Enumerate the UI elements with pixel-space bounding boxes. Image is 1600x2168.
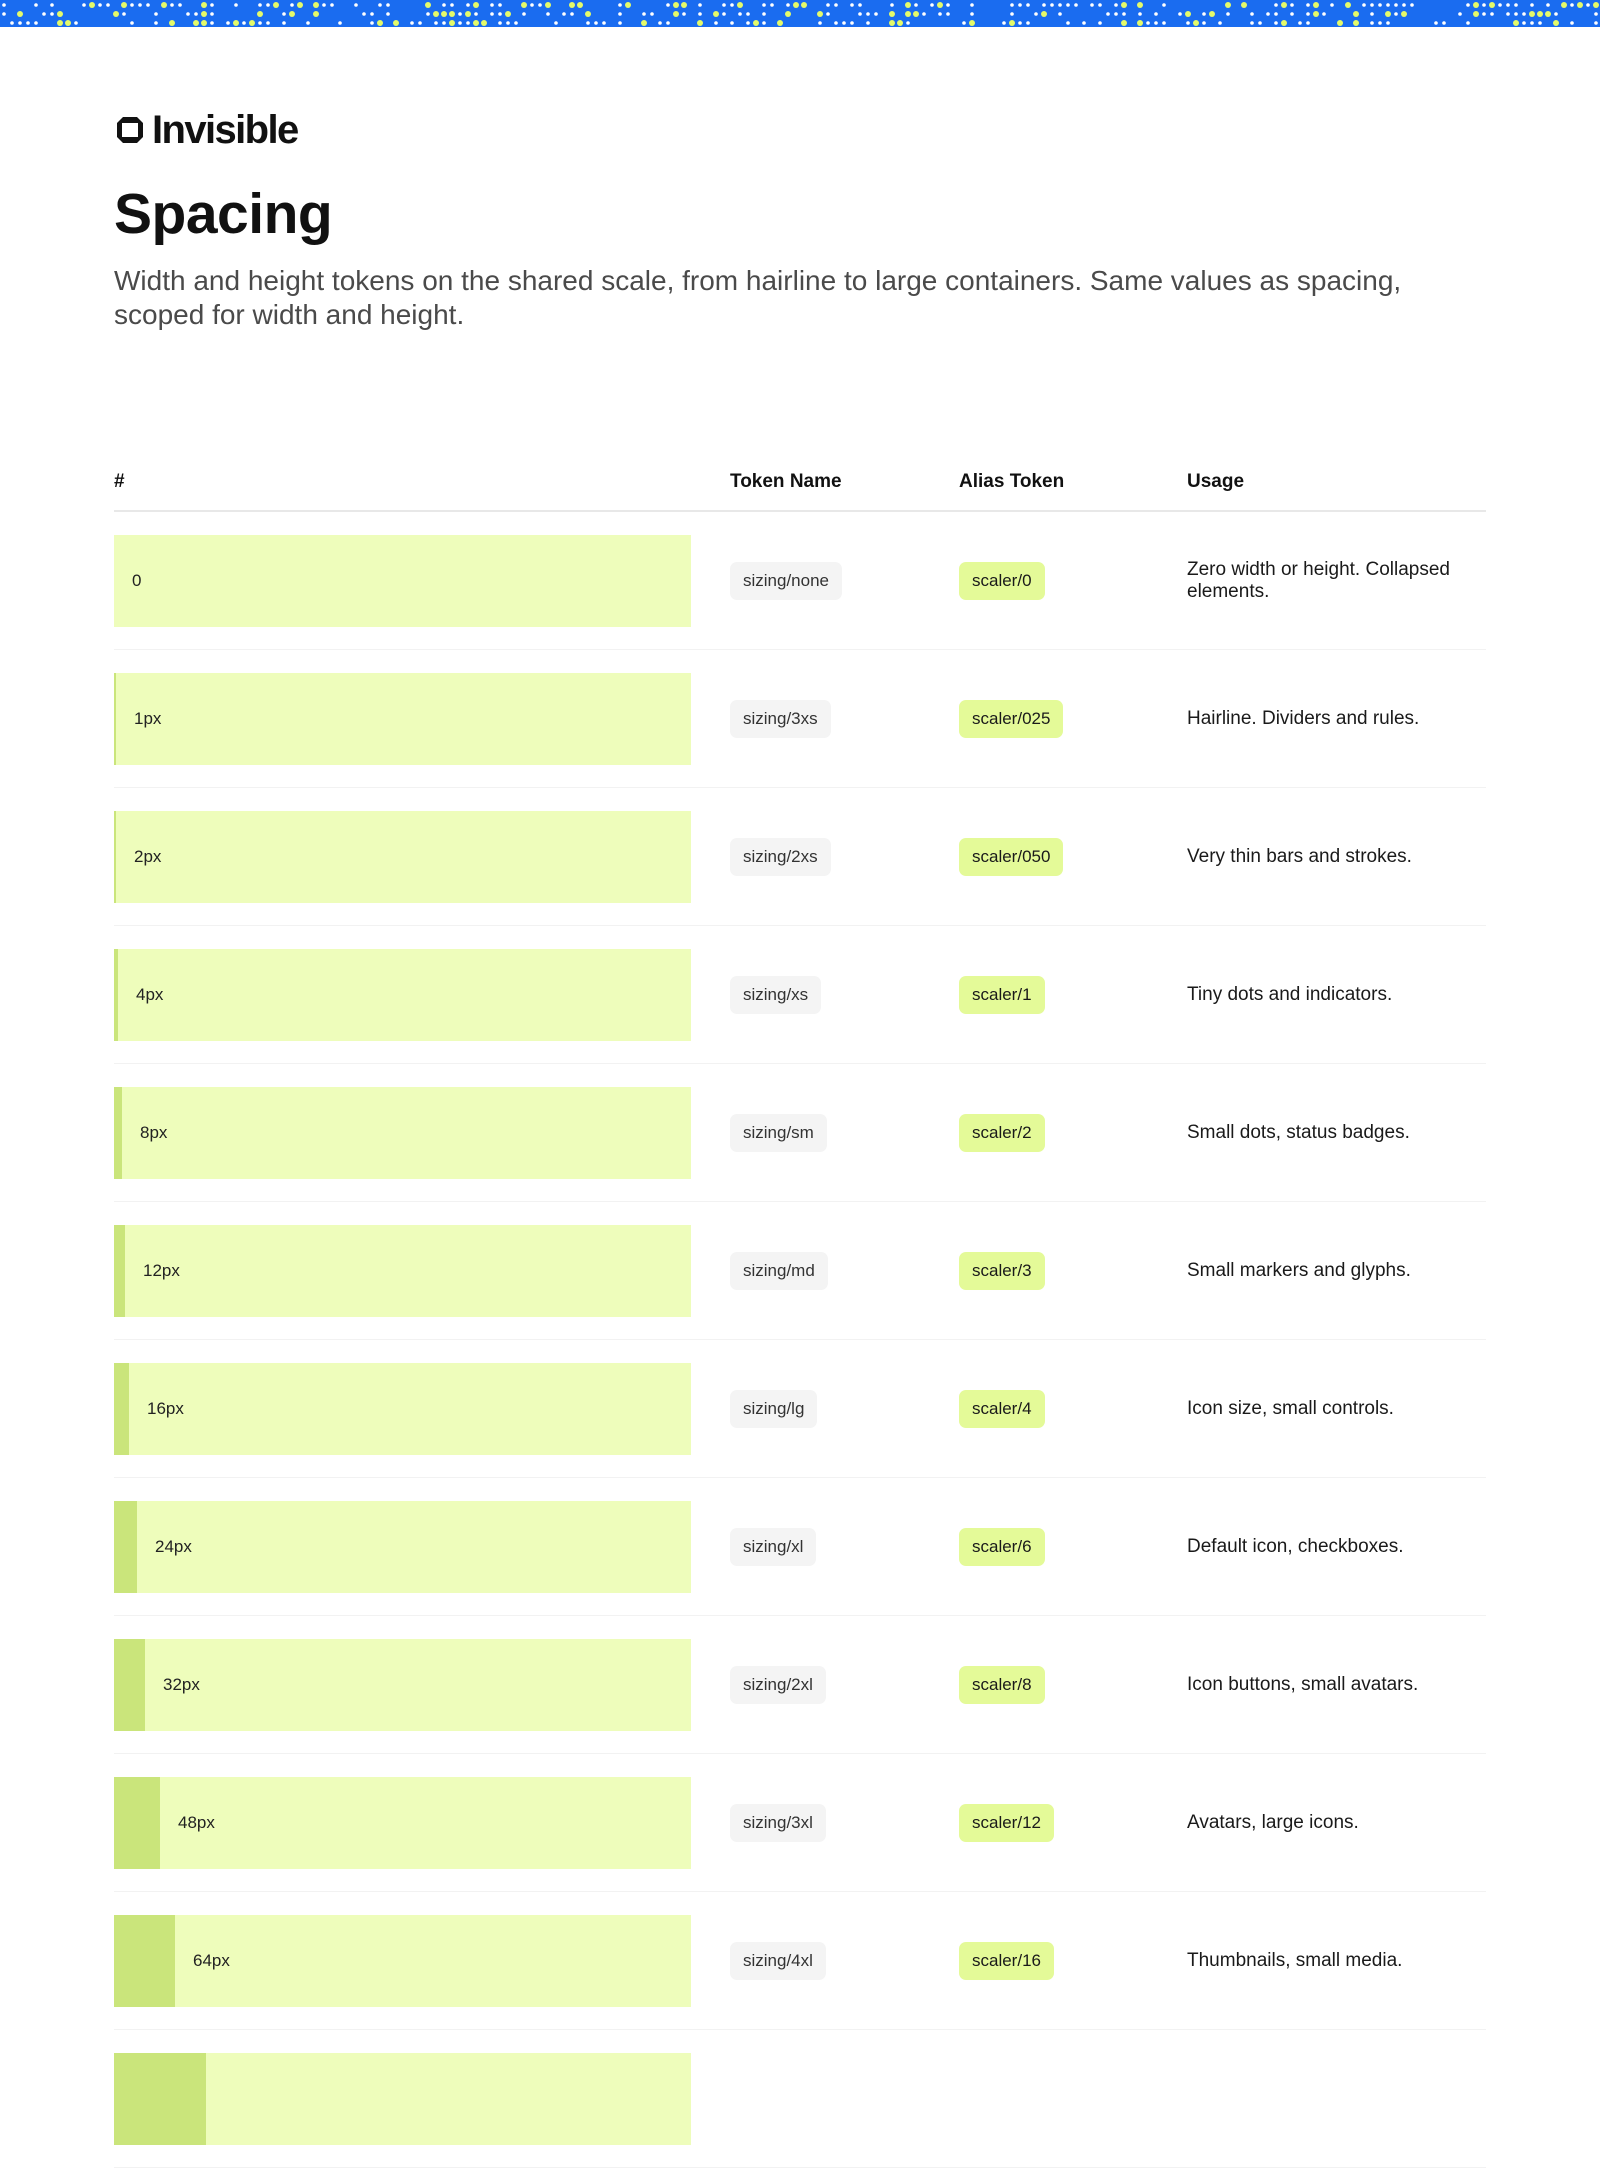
table-row [114,788,1486,926]
alias-token-cell [959,1114,1187,1152]
token-name-cell [730,1252,959,1290]
token-name-chip: sizing/md [730,1252,828,1290]
token-name-cell [730,1942,959,1980]
usage-text: Small dots, status badges. [1187,1121,1410,1143]
usage-text: Small markers and glyphs. [1187,1259,1411,1281]
size-swatch-fill [114,1087,122,1179]
table-row [114,1064,1486,1202]
usage-cell [1187,1950,1487,1972]
usage-cell [1187,1122,1487,1144]
size-value-label: 64px [193,1950,230,1970]
table-row [114,1892,1486,2030]
size-swatch-fill [114,1777,160,1869]
table-row [114,2030,1486,2168]
token-name-chip: sizing/lg [730,1390,817,1428]
usage-text: Avatars, large icons. [1187,1811,1359,1833]
usage-cell [1187,1812,1487,1834]
header-token-name: Token Name [730,471,842,492]
usage-text: Hairline. Dividers and rules. [1187,707,1420,729]
usage-text: Icon buttons, small avatars. [1187,1673,1419,1695]
token-name-chip: sizing/none [730,562,842,600]
token-name-cell [730,976,959,1014]
header-number: # [114,471,125,492]
swatch-cell [114,949,730,1041]
swatch-cell [114,1363,730,1455]
table-body [114,512,1486,2168]
swatch-cell [114,1915,730,2007]
swatch-cell [114,673,730,765]
size-swatch-fill [114,1363,129,1455]
size-value-label: 2px [134,846,162,866]
swatch-cell [114,2053,730,2145]
swatch-cell [114,1501,730,1593]
usage-cell [1187,708,1487,730]
swatch-cell [114,1225,730,1317]
alias-token-chip: scaler/16 [959,1942,1054,1980]
swatch-cell [114,1777,730,1869]
usage-text: Thumbnails, small media. [1187,1949,1403,1971]
dot-pattern-graphic [0,0,1600,27]
alias-token-chip: scaler/0 [959,562,1045,600]
size-swatch-fill [114,1915,175,2007]
swatch-cell [114,1087,730,1179]
alias-token-chip: scaler/6 [959,1528,1045,1566]
header-alias-token: Alias Token [959,471,1065,492]
alias-token-cell [959,1666,1187,1704]
size-swatch [114,1501,691,1593]
size-value-label: 24px [155,1536,192,1556]
size-swatch [114,1363,691,1455]
size-swatch [114,2053,691,2145]
size-swatch-fill [114,1501,137,1593]
size-value-label: 8px [140,1122,168,1142]
token-name-chip: sizing/2xl [730,1666,826,1704]
size-swatch [114,1639,691,1731]
page-subtitle: Width and height tokens on the shared scale, from hairline to large containers. Same values as spacing, scoped for width and height. [114,264,1402,330]
size-swatch-fill [114,811,116,903]
table-row [114,1340,1486,1478]
page-header [114,105,1486,332]
table-row [114,1202,1486,1340]
swatch-cell [114,535,730,627]
alias-token-cell [959,838,1187,876]
token-name-chip: sizing/2xs [730,838,831,876]
size-value-label: 12px [143,1260,180,1280]
brand-name: Invisible [152,108,298,152]
token-name-chip: sizing/3xl [730,1804,826,1842]
usage-text: Zero width or height. Collapsed elements. [1187,558,1450,602]
token-name-cell [730,1804,959,1842]
alias-token-cell [959,976,1187,1014]
size-value-label: 32px [163,1674,200,1694]
size-value-label: 1px [134,708,162,728]
alias-token-chip: scaler/025 [959,700,1063,738]
size-swatch-fill [114,1225,125,1317]
token-name-cell [730,562,959,600]
size-swatch [114,949,691,1041]
token-name-cell [730,838,959,876]
alias-token-chip: scaler/4 [959,1390,1045,1428]
token-name-cell [730,1390,959,1428]
alias-token-cell [959,1390,1187,1428]
size-value-label: 4px [136,984,164,1004]
table-row [114,512,1486,650]
alias-token-chip: scaler/3 [959,1252,1045,1290]
alias-token-cell [959,1804,1187,1842]
top-pattern-banner [0,0,1600,27]
token-name-chip: sizing/xs [730,976,821,1014]
sizing-token-table [114,454,1486,2168]
header-usage: Usage [1187,471,1245,492]
swatch-cell [114,811,730,903]
token-name-cell [730,700,959,738]
token-name-chip: sizing/4xl [730,1942,826,1980]
alias-token-chip: scaler/2 [959,1114,1045,1152]
size-swatch [114,535,691,627]
usage-text: Very thin bars and strokes. [1187,845,1412,867]
alias-token-cell [959,1528,1187,1566]
size-swatch [114,673,691,765]
table-row [114,650,1486,788]
token-name-cell [730,1528,959,1566]
brand [114,105,1486,155]
size-value-label: 48px [178,1812,215,1832]
size-swatch [114,1915,691,2007]
table-row [114,1754,1486,1892]
usage-text: Icon size, small controls. [1187,1397,1394,1419]
size-swatch [114,1087,691,1179]
size-swatch-fill [114,1639,145,1731]
table-header [114,454,1486,512]
usage-text: Tiny dots and indicators. [1187,983,1393,1005]
alias-token-chip: scaler/8 [959,1666,1045,1704]
usage-cell [1187,984,1487,1006]
brand-logo-icon [114,114,146,146]
usage-text: Default icon, checkboxes. [1187,1535,1404,1557]
usage-cell [1187,1536,1487,1558]
usage-cell [1187,1398,1487,1420]
table-row [114,1616,1486,1754]
table-row [114,1478,1486,1616]
alias-token-chip: scaler/12 [959,1804,1054,1842]
usage-cell [1187,1674,1487,1696]
usage-cell [1187,1260,1487,1282]
alias-token-cell [959,700,1187,738]
size-swatch-fill [114,673,116,765]
alias-token-cell [959,562,1187,600]
size-value-label: 16px [147,1398,184,1418]
table-row [114,926,1486,1064]
token-name-chip: sizing/xl [730,1528,816,1566]
swatch-cell [114,1639,730,1731]
size-swatch [114,1777,691,1869]
usage-cell [1187,846,1487,868]
size-swatch-fill [114,2053,206,2145]
alias-token-cell [959,1942,1187,1980]
page-title: Spacing [114,182,333,246]
size-swatch [114,1225,691,1317]
alias-token-chip: scaler/050 [959,838,1063,876]
token-name-chip: sizing/sm [730,1114,827,1152]
token-name-cell [730,1114,959,1152]
usage-cell [1187,559,1487,603]
size-value-label: 0 [132,570,142,590]
token-name-chip: sizing/3xs [730,700,831,738]
alias-token-cell [959,1252,1187,1290]
alias-token-chip: scaler/1 [959,976,1045,1014]
token-name-cell [730,1666,959,1704]
size-swatch [114,811,691,903]
size-swatch-fill [114,949,118,1041]
